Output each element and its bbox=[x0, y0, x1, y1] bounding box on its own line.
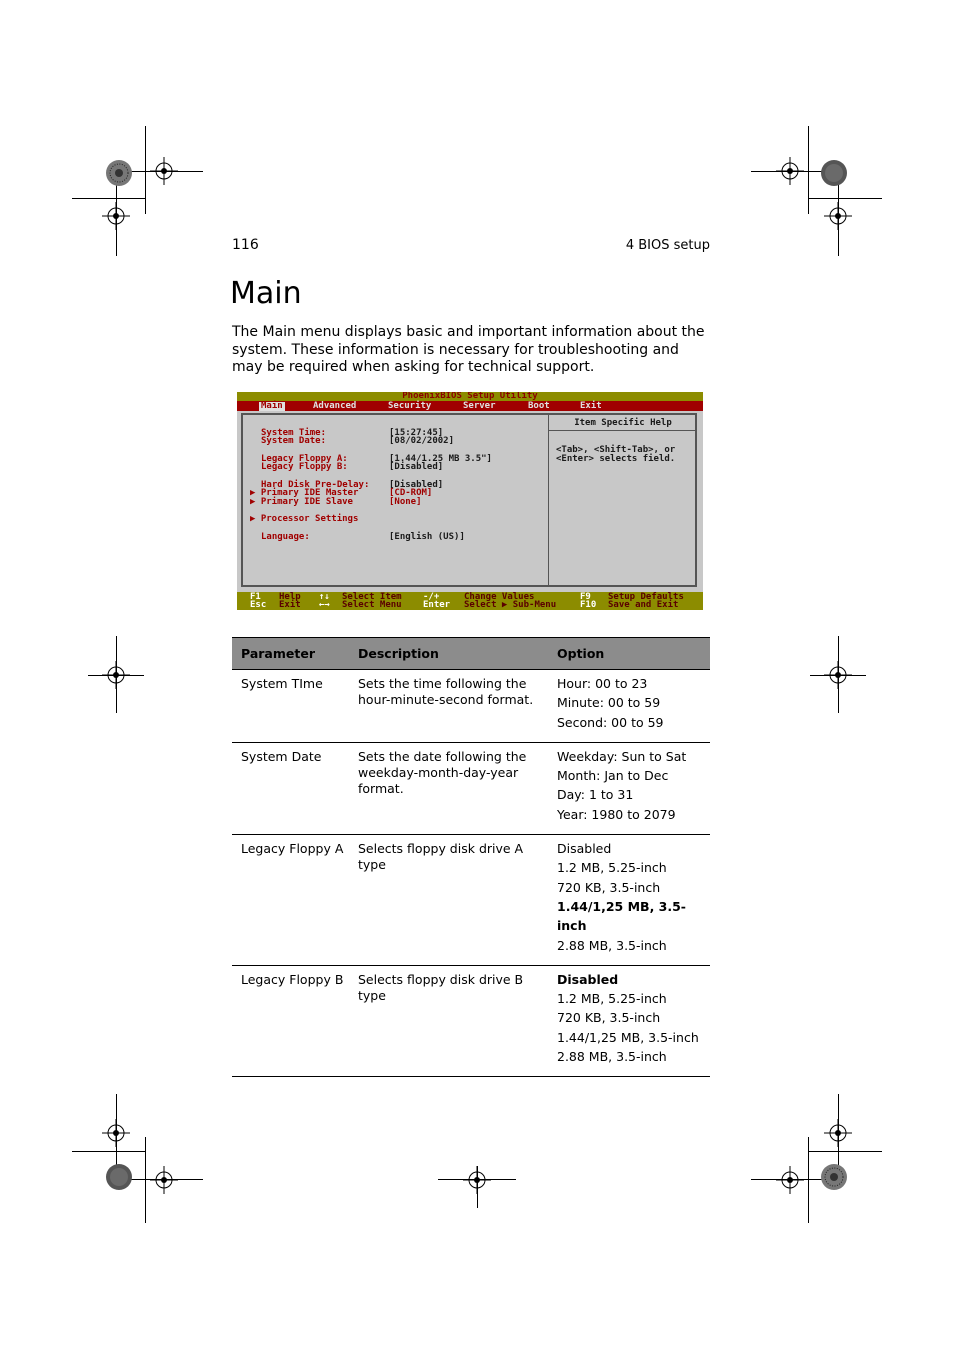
bios-menu-advanced[interactable]: Advanced bbox=[313, 401, 357, 411]
bios-key-desc: Exit bbox=[279, 600, 301, 610]
crosshair-mark-icon bbox=[776, 1166, 804, 1194]
bios-help-rule bbox=[549, 430, 697, 431]
page-number: 116 bbox=[232, 237, 259, 253]
crosshair-mark-icon bbox=[776, 157, 804, 185]
bios-divider bbox=[548, 415, 549, 585]
cell-parameter: System TIme bbox=[232, 670, 349, 743]
bios-key-esc: Esc bbox=[250, 600, 267, 610]
bios-key-updown: ↑↓ bbox=[319, 592, 330, 602]
cell-options bbox=[548, 742, 710, 834]
bios-item-legacy-floppy-b[interactable]: Legacy Floppy B: bbox=[261, 462, 348, 472]
bios-value-system-date[interactable]: [08/02/2002] bbox=[389, 436, 455, 446]
bios-key-leftright: ←→ bbox=[319, 600, 330, 610]
parameter-table bbox=[232, 637, 710, 1077]
option-value: Month: Jan to Dec bbox=[557, 768, 669, 784]
bios-menu-boot[interactable]: Boot bbox=[528, 401, 550, 411]
option-value: Second: 00 to 59 bbox=[557, 714, 664, 730]
cell-parameter: Legacy Floppy B bbox=[232, 965, 349, 1076]
cell-description: Selects floppy disk drive B type bbox=[349, 965, 548, 1076]
option-value: Day: 1 to 31 bbox=[557, 787, 634, 803]
cell-description: Sets the date following the weekday-month-day-year format. bbox=[349, 742, 548, 834]
crop-line bbox=[145, 126, 146, 214]
crop-line bbox=[808, 198, 882, 199]
bios-help-line: <Tab>, <Shift-Tab>, or bbox=[556, 445, 676, 455]
bios-item-system-date[interactable]: System Date: bbox=[261, 436, 327, 446]
option-value: Disabled bbox=[557, 841, 612, 857]
bios-item-system-time[interactable]: System Time: bbox=[261, 428, 327, 438]
option-value: Minute: 00 to 59 bbox=[557, 695, 661, 711]
bios-value-primary-ide-slave[interactable]: [None] bbox=[389, 497, 422, 507]
bios-item-legacy-floppy-a[interactable]: Legacy Floppy A: bbox=[261, 454, 348, 464]
crosshair-mark-icon bbox=[824, 1119, 852, 1147]
crop-line bbox=[88, 675, 144, 676]
crosshair-mark-icon bbox=[102, 1119, 130, 1147]
crop-line bbox=[72, 198, 146, 199]
option-value: 1.44/1,25 MB, 3.5-inch bbox=[557, 898, 686, 934]
bios-title: PhoenixBIOS Setup Utility bbox=[237, 392, 703, 401]
starburst-mark-icon bbox=[105, 159, 133, 187]
bios-menubar bbox=[237, 401, 703, 411]
bios-key-f1: F1 bbox=[250, 592, 261, 602]
crosshair-mark-icon bbox=[150, 157, 178, 185]
bios-key-desc: Save and Exit bbox=[608, 600, 679, 610]
crosshair-mark-icon bbox=[150, 1166, 178, 1194]
table-header-row bbox=[232, 638, 710, 670]
bios-item-primary-ide-slave[interactable]: ▶ Primary IDE Slave bbox=[250, 497, 353, 507]
option-value: Hour: 00 to 23 bbox=[557, 676, 648, 691]
cell-description: Sets the time following the hour-minute-second format. bbox=[349, 670, 548, 743]
table-row bbox=[232, 670, 710, 743]
bios-key-desc: Select ▶ Sub-Menu bbox=[464, 600, 557, 610]
table-row bbox=[232, 965, 710, 1076]
bios-value-legacy-floppy-b[interactable]: [Disabled] bbox=[389, 462, 444, 472]
bios-value-language[interactable]: [English (US)] bbox=[389, 532, 465, 542]
bios-item-language[interactable]: Language: bbox=[261, 532, 310, 542]
bios-value-hard-disk-pre-delay[interactable]: [Disabled] bbox=[389, 480, 444, 490]
option-value: Year: 1980 to 2079 bbox=[557, 806, 676, 822]
bios-screenshot bbox=[237, 392, 703, 610]
option-value: 2.88 MB, 3.5-inch bbox=[557, 937, 667, 953]
bios-key-f10: F10 bbox=[580, 600, 597, 610]
running-head: 4 BIOS setup bbox=[625, 238, 710, 253]
column-header-parameter: Parameter bbox=[232, 638, 349, 670]
cell-options bbox=[548, 670, 710, 743]
crop-line bbox=[810, 675, 866, 676]
crosshair-mark-icon bbox=[102, 202, 130, 230]
bios-menu-server[interactable]: Server bbox=[463, 401, 496, 411]
bios-item-processor-settings[interactable]: ▶ Processor Settings bbox=[250, 514, 359, 524]
crosshair-mark-icon bbox=[463, 1166, 491, 1194]
cell-parameter: System Date bbox=[232, 742, 349, 834]
table-row bbox=[232, 742, 710, 834]
crop-line bbox=[72, 1151, 146, 1152]
table-row bbox=[232, 835, 710, 966]
cell-description: Selects floppy disk drive A type bbox=[349, 835, 548, 966]
bios-key-enter: Enter bbox=[423, 600, 451, 610]
bios-help-title: Item Specific Help bbox=[574, 418, 672, 428]
bios-key-plusminus: -/+ bbox=[423, 592, 440, 602]
bios-value-primary-ide-master[interactable]: [CD-ROM] bbox=[389, 488, 433, 498]
table-body bbox=[232, 670, 710, 1077]
option-value: 720 KB, 3.5-inch bbox=[557, 879, 661, 895]
page-title: Main bbox=[230, 276, 302, 311]
option-value: Weekday: Sun to Sat bbox=[557, 748, 687, 764]
cell-parameter: Legacy Floppy A bbox=[232, 835, 349, 966]
crop-line bbox=[808, 126, 809, 214]
bios-key-desc: Select Item bbox=[342, 592, 402, 602]
bios-menu-exit[interactable]: Exit bbox=[580, 401, 602, 411]
crop-line bbox=[808, 1151, 882, 1152]
starburst-mark-icon bbox=[820, 1163, 848, 1191]
bios-footer bbox=[237, 592, 703, 610]
bios-help-line: <Enter> selects field. bbox=[556, 454, 676, 464]
bios-menu-security[interactable]: Security bbox=[388, 401, 432, 411]
option-value: 720 KB, 3.5-inch bbox=[557, 1010, 661, 1026]
dot-mark-icon bbox=[820, 159, 848, 187]
cell-options bbox=[548, 965, 710, 1076]
bios-key-desc: Select Menu bbox=[342, 600, 402, 610]
crosshair-mark-icon bbox=[824, 202, 852, 230]
dot-mark-icon bbox=[105, 1163, 133, 1191]
bios-key-desc: Change Values bbox=[464, 592, 535, 602]
bios-menu-main[interactable]: Main bbox=[261, 401, 283, 411]
column-header-option: Option bbox=[548, 638, 710, 670]
column-header-description: Description bbox=[349, 638, 548, 670]
bios-key-f9: F9 bbox=[580, 592, 591, 602]
option-value: 1.2 MB, 5.25-inch bbox=[557, 860, 667, 876]
crop-line bbox=[808, 1137, 809, 1223]
bios-item-primary-ide-master[interactable]: ▶ Primary IDE Master bbox=[250, 488, 359, 498]
bios-key-desc: Help bbox=[279, 592, 301, 602]
option-value: 2.88 MB, 3.5-inch bbox=[557, 1049, 667, 1065]
option-value: 1.2 MB, 5.25-inch bbox=[557, 991, 667, 1007]
cell-options bbox=[548, 835, 710, 966]
crop-line bbox=[145, 1137, 146, 1223]
bios-item-hard-disk-pre-delay[interactable]: Hard Disk Pre-Delay: bbox=[261, 480, 370, 490]
bios-value-legacy-floppy-a[interactable]: [1.44/1.25 MB 3.5"] bbox=[389, 454, 492, 464]
option-value: Disabled bbox=[557, 971, 619, 987]
intro-paragraph: The Main menu displays basic and important information about the system. These information is necessary for troubleshooting and may be required when asking for technical support. bbox=[232, 324, 705, 375]
bios-key-desc: Setup Defaults bbox=[608, 592, 684, 602]
option-value: 1.44/1,25 MB, 3.5-inch bbox=[557, 1029, 699, 1045]
bios-value-system-time[interactable]: [15:27:45] bbox=[389, 428, 444, 438]
